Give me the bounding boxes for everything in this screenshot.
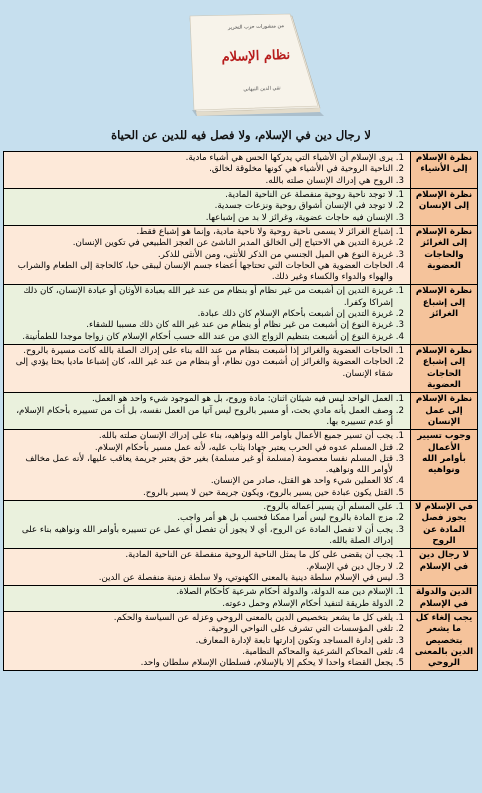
point-list [7, 550, 407, 584]
table-row [4, 393, 478, 430]
table-row [4, 611, 478, 671]
list-item: 3. تلغى إدارة المساجد وتكون إدارتها تابعة لإدارة المعارف. [7, 636, 393, 647]
list-item: 1. غريزة التدين إن أشبعت من غير نظام أو بنظام من عند غير الله بعبادة الأوثان أو عبادة الإنسان، كان ذلك إشراكا وكفرا. [7, 286, 393, 309]
row-content [4, 549, 411, 586]
list-item: 2. الناحية الروحية في الأشياء هي كونها مخلوقة لخالق. [7, 164, 393, 175]
table-row [4, 225, 478, 285]
list-item: 1. العمل الواحد ليس فيه شيئان اثنان: مادة وروح، بل هو الموجود شيء واحد هو العمل. [7, 394, 393, 405]
row-content [4, 611, 411, 671]
row-heading: في الإسلام لا يجوز فصل المادة عن الروح [411, 501, 478, 549]
table-row [4, 549, 478, 586]
row-content [4, 586, 411, 612]
row-content [4, 152, 411, 189]
point-list [7, 587, 407, 610]
row-heading: نظرة الإسلام إلى الغرائز والحاجات العضوية [411, 225, 478, 285]
row-content [4, 501, 411, 549]
list-item: 5. يجعل القضاء واحدا لا يحكم إلا بالإسلام، فسلطان الإسلام سلطان واحد. [7, 658, 393, 669]
point-list [7, 394, 407, 428]
point-list [7, 431, 407, 499]
list-item: 2. لا توجد في الإنسان أشواق روحية ونزعات جسدية. [7, 201, 393, 212]
list-item: 3. يجب أن لا تفصل المادة عن الروح، أي لا يجوز أن تفصل أي عمل عن تسييره بأوامر الله ونواهيه بناء على إدراك الصلة بالله. [7, 525, 393, 548]
list-item: 2. مزج المادة بالروح ليس أمرا ممكنا فحسب بل هو أمر واجب. [7, 513, 393, 524]
row-heading: نظرة الإسلام إلى إشباع الغرائز [411, 285, 478, 345]
row-heading: نظرة الإسلام إلى الأشياء [411, 152, 478, 189]
list-item: 2. تلغى المؤسسات التي تشرف على النواحي الروحية. [7, 624, 393, 635]
list-item: 2. وصف العمل بأنه مادي بحت، أو مسير بالروح ليس آتيا من العمل نفسه، بل أت من تسييره بأحكام الإسلام، أو عدم تسييره بها. [7, 406, 393, 429]
row-heading: وجوب تسيير الأعمال بأوامر الله ونواهيه [411, 430, 478, 501]
row-content [4, 225, 411, 285]
book-author-line: تقي الدين النبهاني [243, 85, 281, 93]
list-item: 3. ليس في الإسلام سلطة دينية بالمعنى الكهنوتي، ولا سلطة زمنية منفصلة عن الدين. [7, 573, 393, 584]
table-row [4, 430, 478, 501]
list-item: 2. غريزة التدين هي الاحتياج إلى الخالق المدبر الناشئ عن العجز الطبيعي في تكوين الإنسان. [7, 238, 393, 249]
list-item: 3. غريزة النوع هي الميل الجنسي من الذكر للأنثى، ومن الأنثى للذكر. [7, 250, 393, 261]
row-heading: نظرة الإسلام إلى عمل الإنسان [411, 393, 478, 430]
point-list [7, 346, 407, 380]
summary-table [3, 151, 478, 671]
row-heading: نظرة الإسلام إلى الإنسان [411, 188, 478, 225]
point-list [7, 613, 407, 670]
table-row [4, 586, 478, 612]
row-heading: لا رجال دين في الإسلام [411, 549, 478, 586]
book-title: نظام الإسلام [221, 47, 291, 66]
point-list [7, 153, 407, 187]
list-item: 1. لا توجد ناحية روحية منفصلة عن الناحية المادية. [7, 190, 393, 201]
table-row [4, 285, 478, 345]
list-item: 3. غريزة النوع إن أشبعت من غير نظام أو بنظام من عند غير الله كان ذلك مسببا للشقاء. [7, 320, 393, 331]
book-top-line: من منشورات حزب التحرير [227, 23, 285, 31]
list-item: 1. يلغى كل ما يشعر بتخصيص الدين بالمعنى الروحي وعزله عن السياسة والحكم. [7, 613, 393, 624]
page-caption: لا رجال دين في الإسلام، ولا فصل فيه للدين عن الحياة [111, 128, 371, 142]
list-item: 1. يرى الإسلام أن الأشياء التي يدركها الحس هي أشياء مادية. [7, 153, 393, 164]
list-item: 5. القتل يكون عبادة حين يسير بالروح، ويكون جريمة حين لا يسير بالروح. [7, 488, 393, 499]
list-item: 1. على المسلم أن يسير أعماله بالروح. [7, 502, 393, 513]
point-list [7, 286, 407, 343]
point-list [7, 502, 407, 547]
list-item: 4. كلا العملين شيء واحد هو القتل، صادر من الإنسان. [7, 476, 393, 487]
book-cover-image [170, 12, 330, 120]
list-item: 3. الإنسان فيه حاجات عضوية، وغرائز لا بد من إشباعها. [7, 213, 393, 224]
list-item: 2. الحاجات العضوية والغرائز إن أشبعت دون نظام، أو بنظام من عند غير الله، كان إشباعا ماديا بحتا يؤدي إلى شقاء الإنسان. [7, 357, 393, 380]
list-item: 2. قتل المسلم عدوه في الحرب يعتبر جهادا يثاب عليه، لأنه عمل مسير بأحكام الإسلام. [7, 443, 393, 454]
row-heading: الدين والدولة في الإسلام [411, 586, 478, 612]
row-content [4, 345, 411, 393]
table-row [4, 345, 478, 393]
list-item: 1. الحاجات العضوية والغرائز إذا أشبعت بنظام من عند الله بناء على إدراك الصلة بالله كانت مسيرة بالروح. [7, 346, 393, 357]
list-item: 3. قتل المسلم نفسا معصومة (مسلمة أو غير مسلمة) بغير حق يعتبر جريمة يعاقب عليها، لأنه عمل مخالف لأوامر الله ونواهيه. [7, 454, 393, 477]
table-row [4, 501, 478, 549]
list-item: 1. إشباع الغرائز لا يسمى ناحية روحية ولا ناحية مادية، وإنما هو إشباع فقط. [7, 227, 393, 238]
table-row [4, 152, 478, 189]
point-list [7, 227, 407, 284]
list-item: 4. تلغى المحاكم الشرعية والمحاكم النظامية. [7, 647, 393, 658]
table-row [4, 188, 478, 225]
list-item: 4. الحاجات العضوية هي الحاجات التي تحتاجها أعضاء جسم الإنسان ليبقى حيا، كالحاجة إلى الطعام والشراب والهواء والدواء والكساء وغير ذلك. [7, 261, 393, 284]
list-item: 2. الدولة طريقة لتنفيذ أحكام الإسلام وحمل دعوته. [7, 599, 393, 610]
list-item: 2. لا رجال دين في الإسلام. [7, 562, 393, 573]
row-content [4, 393, 411, 430]
list-item: 1. يجب أن يقضى على كل ما يمثل الناحية الروحية منفصلة عن الناحية المادية. [7, 550, 393, 561]
point-list [7, 190, 407, 224]
row-content [4, 285, 411, 345]
row-heading: نظرة الإسلام إلى إشباع الحاجات العضوية [411, 345, 478, 393]
list-item: 4. غريزة النوع إن أشبعت بتنظيم الزواج الذي من عند الله حسب أحكام الإسلام كان زواجا موجدا للطمأنينة. [7, 332, 393, 343]
row-content [4, 430, 411, 501]
row-content [4, 188, 411, 225]
list-item: 1. الإسلام دين منه الدولة، والدولة أحكام شرعية كأحكام الصلاة. [7, 587, 393, 598]
list-item: 3. الروح هي إدراك الإنسان صلته بالله. [7, 176, 393, 187]
list-item: 1. يجب أن تسير جميع الأعمال بأوامر الله ونواهيه، بناء على إدراك الإنسان صلته بالله. [7, 431, 393, 442]
row-heading: يجب إلغاء كل ما يشعر بتخصيص الدين بالمعنى الروحي [411, 611, 478, 671]
list-item: 2. غريزة التدين إن أشبعت بأحكام الإسلام كان ذلك عبادة. [7, 309, 393, 320]
